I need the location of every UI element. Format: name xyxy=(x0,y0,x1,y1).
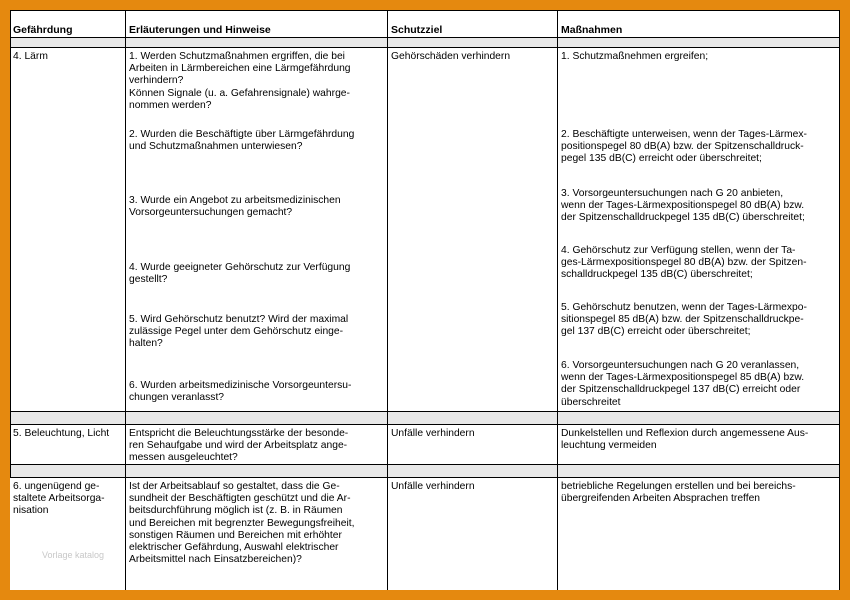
column-divider xyxy=(125,10,126,590)
section-line xyxy=(10,424,840,425)
table-border-left xyxy=(10,10,11,477)
goal-laerm: Gehörschäden verhindern xyxy=(391,51,511,62)
section-line xyxy=(10,47,840,48)
measure-laerm-3: 3. Vorsorgeuntersuchungen nach G 20 anbieten, wenn der Tages-Lärmexpositionspegel 80 dB(A) bzw. der Spitzenschalldruckpegel 135 dB(C) überschreitet; xyxy=(561,188,805,224)
question-laerm-2: 2. Wurden die Beschäftigte über Lärmgefährdung und Schutzmaßnahmen unterwiesen? xyxy=(129,129,355,153)
goal-arbeitsorganisation: Unfälle verhindern xyxy=(391,481,475,492)
question-laerm-6: 6. Wurden arbeitsmedizinische Vorsorgeuntersu- chungen veranlasst? xyxy=(129,380,352,404)
hazard-beleuchtung: 5. Beleuchtung, Licht xyxy=(13,428,110,439)
section-line xyxy=(10,477,840,478)
table-border-right xyxy=(839,10,840,590)
header-schutzziel: Schutzziel xyxy=(391,24,443,36)
row-gap xyxy=(10,465,840,477)
watermark-text: Vorlage katalog xyxy=(42,550,105,560)
measure-laerm-2: 2. Beschäftigte unterweisen, wenn der Tages-Lärmex- positionspegel 80 dB(A) bzw. der Spitzenschalldruck- pegel 135 dB(C) erreicht oder überschreitet; xyxy=(561,129,807,165)
measure-arbeitsorganisation: betriebliche Regelungen erstellen und bei bereichs- übergreifenden Arbeiten Absprachen treffen xyxy=(561,481,796,505)
measure-laerm-5: 5. Gehörschutz benutzen, wenn der Tages-Lärmexpo- sitionspegel 85 dB(A) bzw. der Spitzenschalldruckpe- gel 137 dB(C) erreicht oder überschreitet; xyxy=(561,302,807,338)
measure-laerm-6: 6. Vorsorgeuntersuchungen nach G 20 veranlassen, wenn der Tages-Lärmexpositionspegel 85 dB(A) bzw. der Spitzenschalldruckpegel 137 dB(C) erreicht oder überschreitet xyxy=(561,360,805,408)
question-laerm-1: 1. Werden Schutzmaßnahmen ergriffen, die bei Arbeiten in Lärmbereichen eine Lärmgefährdung verhindern? Können Signale (u. a. Gefahrensignale) wahrge- nommen werden? xyxy=(129,51,351,111)
header-gefaehrdung: Gefährdung xyxy=(13,24,73,36)
hazard-arbeitsorganisation: 6. ungenügend ge- staltete Arbeitsorga- nisation xyxy=(13,481,105,517)
question-laerm-5: 5. Wird Gehörschutz benutzt? Wird der maximal zulässige Pegel unter dem Gehörschutz einge- halten? xyxy=(129,314,349,350)
hazard-laerm: 4. Lärm xyxy=(13,51,48,62)
column-divider xyxy=(557,10,558,590)
table-border-top xyxy=(10,10,840,11)
row-gap xyxy=(10,38,840,47)
question-beleuchtung: Entspricht die Beleuchtungsstärke der besonde- ren Sehaufgabe und wird der Arbeitsplatz ange- messen ausgeleuchtet? xyxy=(129,428,349,464)
measure-laerm-1: 1. Schutzmaßnehmen ergreifen; xyxy=(561,51,709,62)
header-erlaeuterungen: Erläuterungen und Hinweise xyxy=(129,24,271,36)
question-laerm-4: 4. Wurde geeigneter Gehörschutz zur Verfügung gestellt? xyxy=(129,262,351,286)
hazard-assessment-table xyxy=(10,10,840,590)
goal-beleuchtung: Unfälle verhindern xyxy=(391,428,475,439)
question-arbeitsorganisation: Ist der Arbeitsablauf so gestaltet, dass die Ge- sundheit der Beschäftigten geschützt und die Ar- beitsdurchführung möglich ist (z. B. in Räumen und Bereichen mit begrenzter Bewegungsfreiheit, sonstigen Räumen und Bereichen mit erhöhter elektrischer Gefährdung, Auswahl elektrischer Arbeitsmittel nach Einsatzbereichen)? xyxy=(129,481,355,566)
row-gap xyxy=(10,412,840,424)
measure-laerm-4: 4. Gehörschutz zur Verfügung stellen, wenn der Ta- ges-Lärmexpositionspegel 80 dB(A) bzw. der Spitzen- schalldruckpegel 135 dB(C) überschreitet; xyxy=(561,245,807,281)
header-massnahmen: Maßnahmen xyxy=(561,24,623,36)
question-laerm-3: 3. Wurde ein Angebot zu arbeitsmedizinischen Vorsorgeuntersuchungen gemacht? xyxy=(129,195,341,219)
measure-beleuchtung: Dunkelstellen und Reflexion durch angemessene Aus- leuchtung vermeiden xyxy=(561,428,809,452)
column-divider xyxy=(387,10,388,590)
